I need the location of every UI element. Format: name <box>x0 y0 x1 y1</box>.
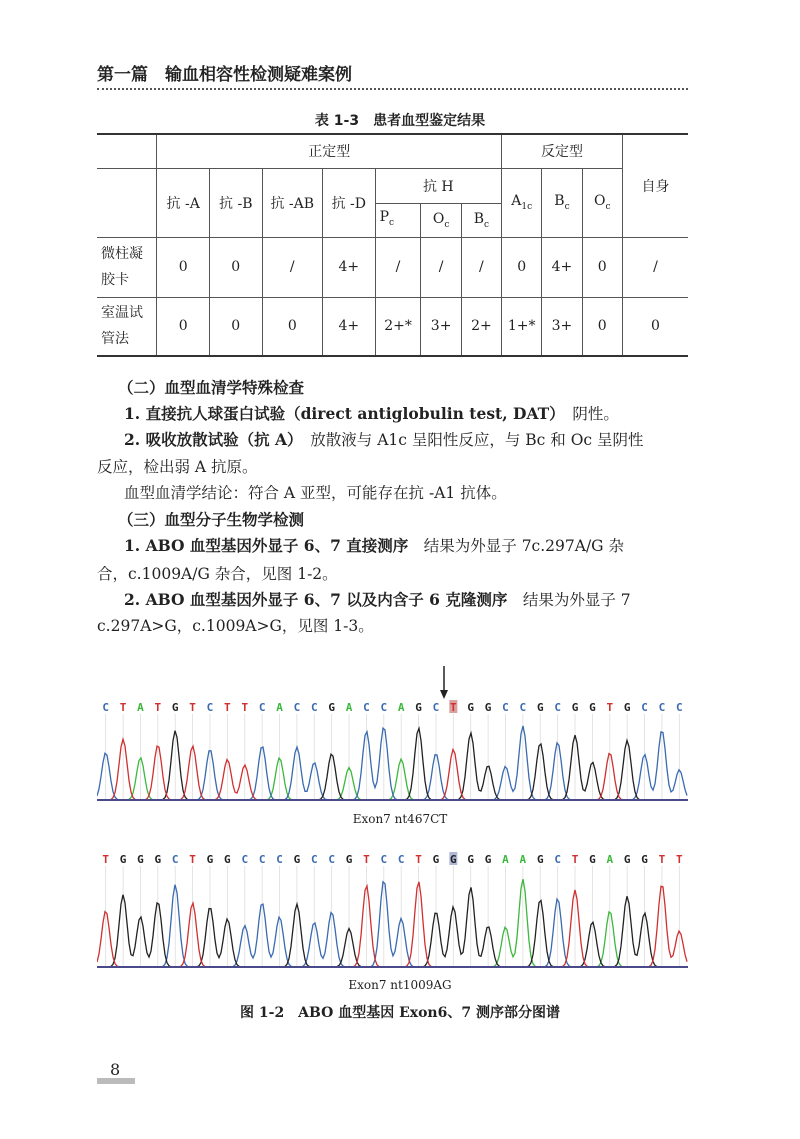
paragraph: 2. 吸收放散试验（抗 A） 放散液与 A1c 呈阳性反应，与 Bc 和 Oc 呈阴性 <box>124 430 644 449</box>
base-call: T <box>224 701 231 714</box>
base-call: C <box>276 853 283 866</box>
base-call: G <box>467 701 475 714</box>
table-cell: 4+ <box>542 237 582 297</box>
table-cell: 0 <box>582 237 622 297</box>
base-call: G <box>154 853 162 866</box>
col-header: $B_c$ <box>542 168 582 237</box>
base-call: C <box>310 853 318 866</box>
base-call: T <box>102 853 110 866</box>
col-header: 抗 -A <box>157 168 210 237</box>
base-call: C <box>328 853 335 866</box>
base-call: C <box>675 701 683 714</box>
base-call: T <box>189 853 196 866</box>
col-header: $A_{1c}$ <box>502 168 542 237</box>
table-cell: 0 <box>157 297 210 356</box>
base-call: C <box>310 701 318 714</box>
trace-A <box>97 758 687 800</box>
base-call: G <box>623 853 631 866</box>
base-call: C <box>171 853 179 866</box>
paragraph: 1. ABO 血型基因外显子 6、7 直接测序 结果为外显子 7c.297A/G 杂 <box>124 536 624 555</box>
table-cell: 4+ <box>323 237 376 297</box>
base-call: T <box>606 701 614 714</box>
header-divider <box>97 88 688 90</box>
base-call: G <box>589 853 596 866</box>
table-cell: 3+ <box>542 297 582 356</box>
base-call: T <box>189 701 196 714</box>
table-cell: / <box>461 237 501 297</box>
base-call: T <box>154 701 162 714</box>
table-cell: 1+* <box>502 297 542 356</box>
base-call: C <box>258 701 266 714</box>
base-call: C <box>380 701 388 714</box>
table-cell: 3+ <box>421 297 461 356</box>
base-call: C <box>432 701 440 714</box>
base-call: G <box>484 853 492 866</box>
corner-cell <box>97 134 157 168</box>
base-call: T <box>363 853 370 866</box>
base-call: G <box>293 853 301 866</box>
base-call: A <box>606 853 614 866</box>
table-title: 表 1-3 患者血型鉴定结果 <box>314 113 486 129</box>
section-heading: （二）血型血清学特殊检查 <box>118 379 305 397</box>
base-call: C <box>102 701 110 714</box>
table-cell: / <box>622 237 688 297</box>
base-call: G <box>450 853 457 866</box>
table-cell: / <box>375 237 421 297</box>
paragraph: 1. 直接抗人球蛋白试验（direct antiglobulin test, DAT） 阴性。 <box>124 404 619 423</box>
base-call: C <box>293 701 301 714</box>
paragraph-cont: 反应，检出弱 A 抗原。 <box>97 458 258 476</box>
base-call: C <box>502 701 509 714</box>
base-call: G <box>467 853 475 866</box>
base-call: G <box>432 853 440 866</box>
base-call: G <box>345 853 353 866</box>
anti-h-header: 抗 H <box>375 168 501 203</box>
base-call: G <box>536 701 544 714</box>
table-cell: 0 <box>157 237 210 297</box>
table-cell: 0 <box>209 297 262 356</box>
col-header: 抗 -AB <box>262 168 322 237</box>
base-call: G <box>171 701 179 714</box>
base-call: G <box>206 853 214 866</box>
trace-label: Exon7 nt467CT <box>352 812 448 826</box>
base-call: G <box>415 701 422 714</box>
table-cell: 2+* <box>375 297 421 356</box>
reverse-group-header: 反定型 <box>502 134 623 168</box>
paragraph: 血型血清学结论：符合 A 亚型，可能存在抗 -A1 抗体。 <box>124 484 507 502</box>
base-call: T <box>119 701 127 714</box>
base-call: C <box>241 853 249 866</box>
table-cell: 4+ <box>323 297 376 356</box>
section-heading: （三）血型分子生物学检测 <box>118 511 305 529</box>
base-call: C <box>554 853 561 866</box>
base-call: G <box>119 853 127 866</box>
col-header: $O_c$ <box>421 203 461 237</box>
base-call: C <box>380 853 388 866</box>
base-call: C <box>206 701 214 714</box>
base-call: A <box>502 853 509 866</box>
base-call: G <box>641 853 648 866</box>
arrow-down-icon <box>437 666 451 700</box>
base-call: T <box>241 701 249 714</box>
base-call: G <box>484 701 492 714</box>
base-call: A <box>519 853 527 866</box>
base-call: A <box>137 701 144 714</box>
base-call: A <box>397 701 405 714</box>
base-call: C <box>641 701 648 714</box>
table-cell: 0 <box>502 237 542 297</box>
paragraph-cont: 合，c.1009A/G 杂合，见图 1-2。 <box>97 565 338 583</box>
base-call: T <box>415 853 422 866</box>
table-cell: 0 <box>262 297 322 356</box>
base-call: C <box>363 701 370 714</box>
running-header: 第一篇 输血相容性检测疑难案例 <box>97 65 352 85</box>
table-cell: 2+ <box>461 297 501 356</box>
base-call: T <box>658 853 666 866</box>
base-call: G <box>623 701 631 714</box>
base-call: T <box>450 701 457 714</box>
row-label: 室温试管法 <box>97 297 157 356</box>
corner-cell <box>97 168 157 237</box>
paragraph-cont: c.297A>G，c.1009A>G，见图 1-3。 <box>97 617 374 635</box>
table-cell: 0 <box>622 297 688 356</box>
table-cell: 0 <box>582 297 622 356</box>
trace-label: Exon7 nt1009AG <box>348 978 452 992</box>
base-call: A <box>276 701 283 714</box>
base-call: G <box>137 853 144 866</box>
base-call: G <box>589 701 596 714</box>
col-header: $O_c$ <box>582 168 622 237</box>
col-header: $P_c$ <box>375 203 421 237</box>
base-call: G <box>224 853 231 866</box>
base-call: C <box>397 853 405 866</box>
table-cell: / <box>421 237 461 297</box>
paragraph: 2. ABO 血型基因外显子 6、7 以及内含子 6 克隆测序 结果为外显子 7 <box>124 590 631 609</box>
figure-caption: 图 1-2 ABO 血型基因 Exon6、7 测序部分图谱 <box>240 1005 560 1021</box>
base-call: T <box>675 853 683 866</box>
col-header: 抗 -D <box>323 168 376 237</box>
chromatogram-exon7-nt1009 <box>97 850 688 970</box>
base-call: C <box>554 701 561 714</box>
self-header: 自身 <box>622 134 688 237</box>
col-header: $B_c$ <box>461 203 501 237</box>
table-cell: / <box>262 237 322 297</box>
page-number: 8 <box>110 1060 121 1079</box>
base-call: T <box>571 853 579 866</box>
row-label: 微柱凝胶卡 <box>97 237 157 297</box>
table-row <box>97 297 688 356</box>
blood-type-table <box>97 133 688 357</box>
forward-group-header: 正定型 <box>157 134 502 168</box>
base-call: C <box>258 853 266 866</box>
base-call: C <box>658 701 666 714</box>
table-cell: 0 <box>209 237 262 297</box>
chromatogram-exon7-nt467 <box>97 698 688 803</box>
base-call: A <box>345 701 353 714</box>
table-row <box>97 237 688 297</box>
base-call: G <box>571 701 579 714</box>
base-call: G <box>328 701 335 714</box>
col-header: 抗 -B <box>209 168 262 237</box>
base-call: G <box>536 853 544 866</box>
base-call: C <box>519 701 527 714</box>
